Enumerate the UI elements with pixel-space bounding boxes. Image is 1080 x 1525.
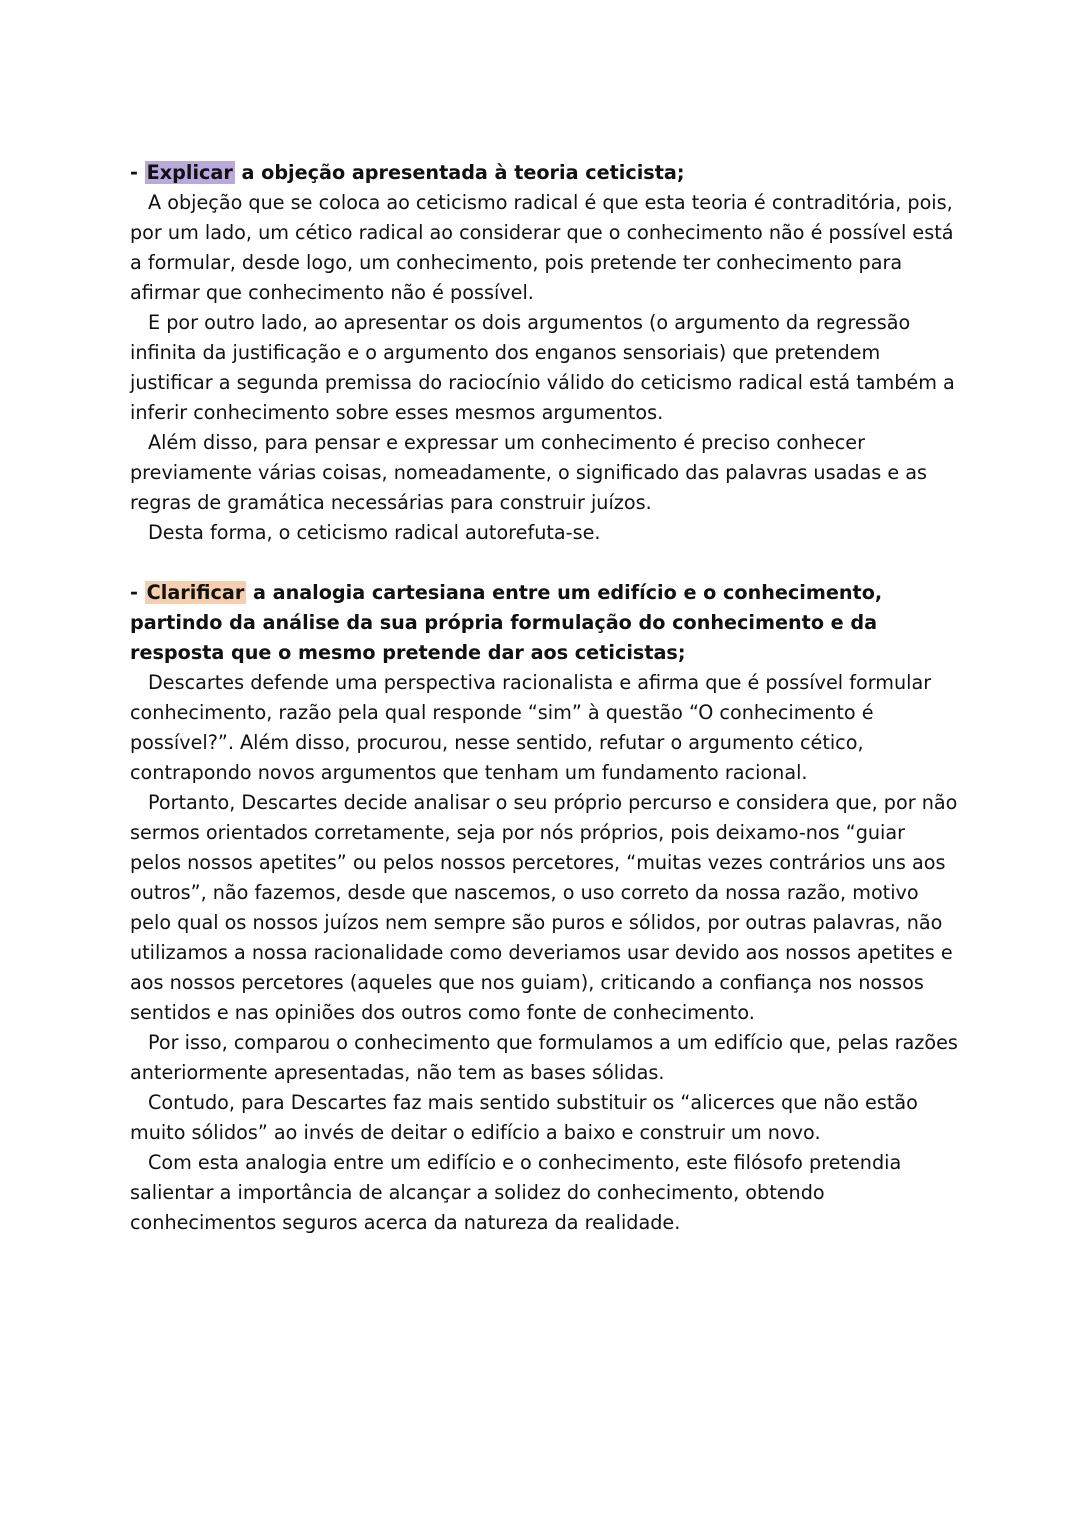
section-skeptic-objection — [130, 158, 960, 548]
section-heading — [130, 158, 960, 188]
paragraph: Desta forma, o ceticismo radical autorefuta-se. — [148, 521, 601, 544]
paragraph: Além disso, para pensar e expressar um conhecimento é preciso conhecer previamente várias coisas, nomeadamente, o significado das palavras usadas e as regras de gramática necessárias para construir juízos. — [130, 431, 928, 514]
document-page — [130, 158, 960, 1238]
heading-prefix: - — [130, 581, 145, 604]
section-heading — [130, 578, 960, 668]
highlighted-keyword: Explicar — [146, 161, 233, 184]
heading-text: a objeção apresentada à teoria ceticista; — [234, 161, 685, 184]
section-cartesian-analogy — [130, 578, 960, 1238]
paragraph: Portanto, Descartes decide analisar o seu próprio percurso e considera que, por não sermos orientados corretamente, seja por nós próprios, pois deixamo-nos “guiar pelos nossos apetites” ou pelos nossos percetores, “muitas vezes contrários uns aos outros”, não fazemos, desde que nascemos, o uso correto da nossa razão, motivo pelo qual os nossos juízos nem sempre são puros e sólidos, por outras palavras, não utilizamos a nossa racionalidade como deveriamos usar devido aos nossos apetites e aos nossos percetores (aqueles que nos guiam), criticando a confiança nos nossos sentidos e nas opiniões dos outros como fonte de conhecimento. — [130, 791, 958, 1024]
paragraph: Descartes defende uma perspectiva racionalista e afirma que é possível formular conhecimento, razão pela qual responde “sim” à questão “O conhecimento é possível?”. Além disso, procurou, nesse sentido, refutar o argumento cético, contrapondo novos argumentos que tenham um fundamento racional. — [130, 671, 932, 784]
highlighted-keyword: Clarificar — [146, 581, 245, 604]
paragraph: E por outro lado, ao apresentar os dois argumentos (o argumento da regressão infinita da justificação e o argumento dos enganos sensoriais) que pretendem justificar a segunda premissa do raciocínio válido do ceticismo radical está também a inferir conhecimento sobre esses mesmos argumentos. — [130, 311, 955, 424]
paragraph: Contudo, para Descartes faz mais sentido substituir os “alicerces que não estão muito sólidos” ao invés de deitar o edifício a baixo e construir um novo. — [130, 1091, 918, 1144]
heading-prefix: - — [130, 161, 145, 184]
paragraph: Com esta analogia entre um edifício e o conhecimento, este filósofo pretendia salientar a importância de alcançar a solidez do conhecimento, obtendo conhecimentos seguros acerca da natureza da realidade. — [130, 1151, 902, 1234]
heading-text: a analogia cartesiana entre um edifício e o conhecimento, partindo da análise da sua própria formulação do conhecimento e da resposta que o mesmo pretende dar aos ceticistas; — [130, 581, 883, 664]
paragraph: Por isso, comparou o conhecimento que formulamos a um edifício que, pelas razões anteriormente apresentadas, não tem as bases sólidas. — [130, 1031, 958, 1084]
paragraph: A objeção que se coloca ao ceticismo radical é que esta teoria é contraditória, pois, por um lado, um cético radical ao considerar que o conhecimento não é possível está a formular, desde logo, um conhecimento, pois pretende ter conhecimento para afirmar que conhecimento não é possível. — [130, 191, 954, 304]
